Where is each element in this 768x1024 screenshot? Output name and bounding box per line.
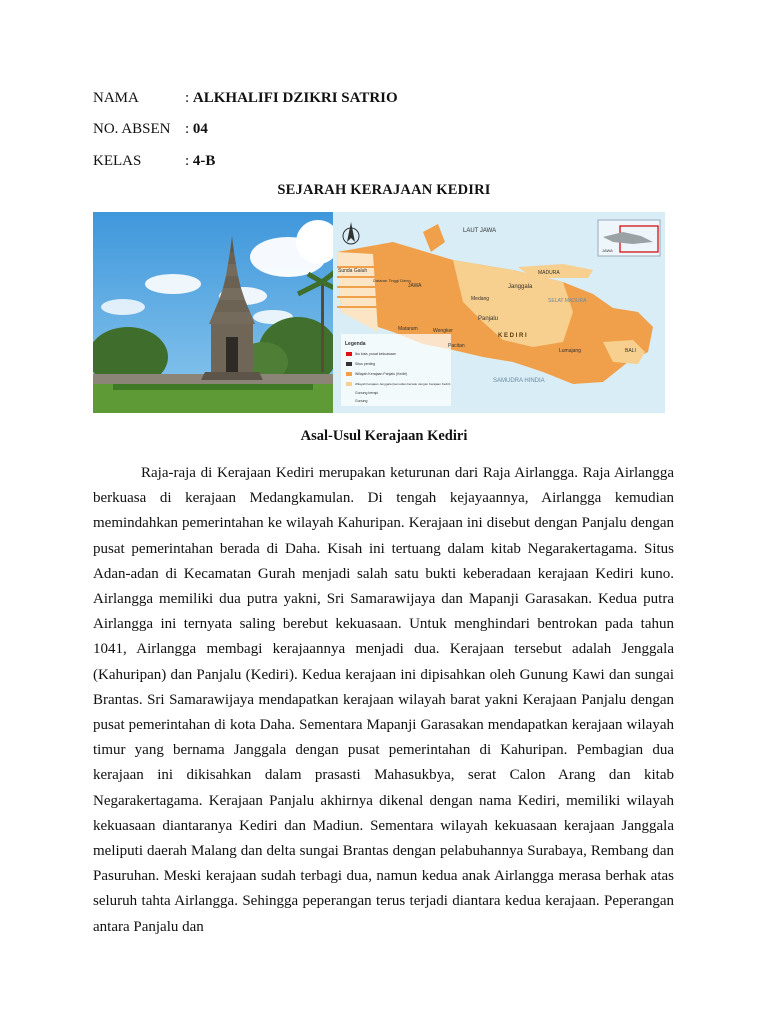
- absen-row: [93, 119, 208, 139]
- map-label-pacitan: Pacitan: [448, 343, 465, 349]
- map-label-bali: BALI: [625, 348, 636, 354]
- map-label-janggala: Janggala: [508, 284, 533, 290]
- document-figure: [93, 212, 665, 413]
- name-label: NAMA: [93, 90, 139, 106]
- name-value: ALKHALIFI DZIKRI SATRIO: [192, 90, 398, 106]
- name-row: [93, 88, 398, 108]
- map-label-madura: MADURA: [538, 270, 560, 276]
- absen-separator: :: [185, 121, 190, 137]
- map-label-wengker: Wengker: [433, 328, 453, 334]
- map-label-lumajang: Lumajang: [559, 348, 581, 354]
- name-separator: :: [185, 90, 190, 106]
- class-value: 4-B: [192, 153, 216, 169]
- absen-label: NO. ABSEN: [93, 121, 171, 137]
- absen-value: 04: [192, 121, 208, 137]
- map-label-sea-south: SAMUDRA HINDIA: [493, 378, 545, 384]
- document-title: SEJARAH KERAJAAN KEDIRI: [277, 182, 491, 198]
- figure-svg: [93, 212, 665, 413]
- map-label-mataram: Mataram: [398, 326, 418, 332]
- class-separator: :: [185, 153, 190, 169]
- map-legend-item: Wilayah Kerajaan Jenggala (kemudian bersatu dengan Kerajaan Kediri): [355, 382, 451, 386]
- map-legend-item: Situs penting: [355, 362, 376, 366]
- map-label-sea-north: LAUT JAWA: [463, 228, 497, 234]
- map-label-sunda-galuh: Sunda Galuh: [338, 268, 368, 274]
- section-title: Asal-Usul Kerajaan Kediri: [300, 428, 468, 444]
- map-label-kediri: K E D I R I: [498, 333, 527, 339]
- map-label-dieng: Dataran Tinggi Dieng: [373, 278, 411, 283]
- map-legend-title: Legenda: [345, 341, 366, 347]
- map-legend-item: Ibu kota, pusat kekuasaan: [355, 352, 396, 356]
- map-label-jawa: JAWA: [408, 283, 422, 289]
- map-label-strait: SELAT MADURA: [548, 298, 587, 304]
- class-row: [93, 151, 215, 171]
- class-label: KELAS: [93, 153, 142, 169]
- map-label-medang: Medang: [471, 296, 490, 302]
- map-legend-item: Gunung: [355, 399, 368, 403]
- map-legend-item: Wilayah Kerajaan Panjalu (Kediri): [355, 372, 408, 376]
- inset-label: JAWA: [602, 248, 613, 253]
- kediri-map: [333, 212, 665, 413]
- map-legend-item: Gunung berapi: [355, 391, 379, 395]
- map-label-panjalu: Panjalu: [478, 316, 499, 322]
- temple-photo: [93, 212, 343, 413]
- body-paragraph: Raja-raja di Kerajaan Kediri merupakan keturunan dari Raja Airlangga. Raja Airlangga berkuasa di kerajaan Medangkamulan. Di tengah kejayaannya, Airlangga kemudian memindahkan pemerintahan ke wilayah Kahuripan. Kerajaan ini disebut dengan Panjalu dengan pusat pemerintahan berada di Daha. Kisah ini tertuang dalam kitab Negarakertagama. Situs Adan-adan di Kecamatan Gurah menjadi salah satu bukti keberadaan kerajaan Kediri kuno. Airlangga memiliki dua putra yakni, Sri Samarawijaya dan Mapanji Garasakan. Kedua putra Airlangga ini ternyata saling berebut kekuasaan. Untuk menghindari bentrokan pada tahun 1041, Airlangga membagi kerajaannya menjadi dua. Kerajaan tersebut adalah Jenggala (Kahuripan) dan Panjalu (Kediri). Kedua kerajaan ini dipisahkan oleh Gunung Kawi dan sungai Brantas. Sri Samarawijaya mendapatkan kerajaan wilayah barat yakni Kerajaan Panjalu dengan pusat pemerintahan di kota Daha. Sementara Mapanji Garasakan mendapatkan kerajaan wilayah timur yang bernama Janggala dengan pusat pemerintahan di Kahuripan. Pembagian dua kerajaan ini dikisahkan dalam prasasti Mahasukbya, serat Calon Arang dan kitab Negarakertagama. Kerajaan Panjalu akhirnya dikenal dengan nama Kediri, memiliki wilayah kekuasaan diantaranya Kediri dan Madiun. Sementara wilayah kekuasaan kerajaan Janggala meliputi daerah Malang dan delta sungai Brantas dengan pelabuhannya Surabaya, Rembang dan Pasuruhan. Meski kerajaan sudah terbagi dua, namun kedua anak Airlangga merasa berhak atas seluruh tahta Airlangga. Sehingga peperangan terus terjadi diantara kedua kerajaan. Peperangan antara Panjalu dan: [93, 465, 674, 935]
